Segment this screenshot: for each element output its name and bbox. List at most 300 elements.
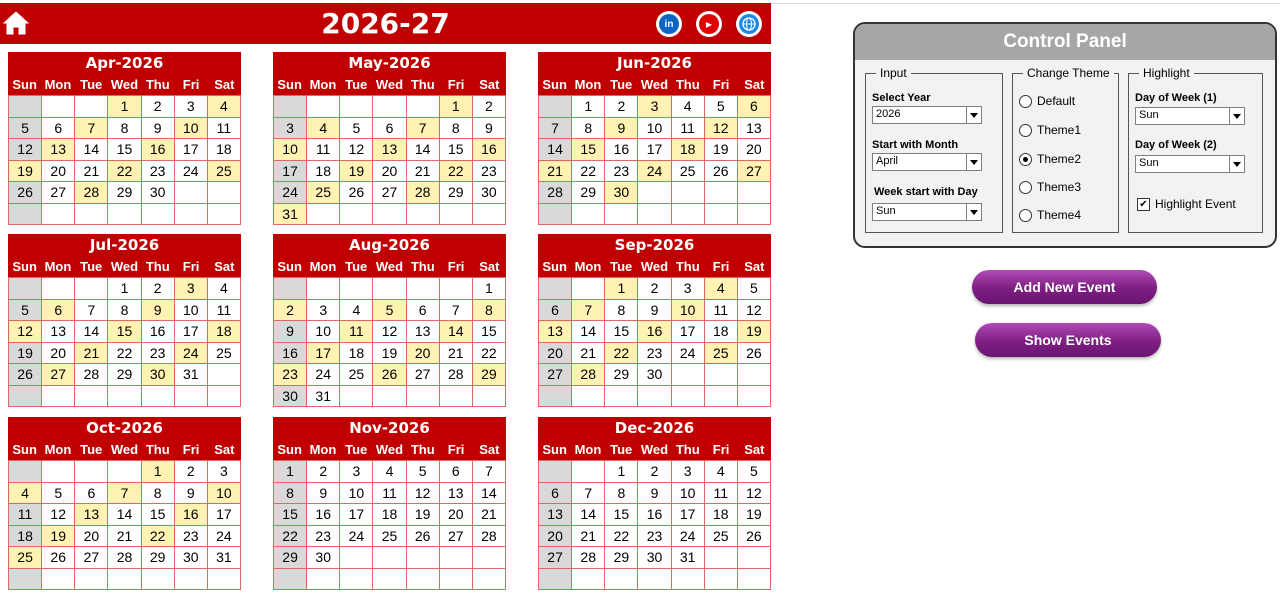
day-cell[interactable]: 31 (307, 386, 340, 408)
day-cell[interactable]: 2 (307, 461, 340, 483)
day-cell[interactable]: 17 (175, 139, 208, 161)
day-cell[interactable]: 17 (307, 343, 340, 365)
day-cell[interactable]: 28 (440, 364, 473, 386)
day-cell[interactable]: 13 (42, 139, 75, 161)
day-cell[interactable]: 28 (75, 182, 108, 204)
day-cell[interactable]: 19 (9, 161, 42, 183)
day-cell[interactable]: 11 (340, 321, 373, 343)
day-cell[interactable]: 22 (142, 526, 175, 548)
day-cell[interactable]: 15 (440, 139, 473, 161)
day-cell[interactable]: 15 (572, 139, 605, 161)
show-events-button[interactable]: Show Events (975, 323, 1161, 357)
day-cell[interactable]: 22 (440, 161, 473, 183)
day-cell[interactable]: 25 (9, 547, 42, 569)
day-cell[interactable]: 18 (373, 504, 406, 526)
radio-button[interactable] (1019, 209, 1032, 222)
day-cell[interactable]: 24 (672, 526, 705, 548)
day-cell[interactable]: 16 (142, 321, 175, 343)
day-cell[interactable]: 14 (407, 139, 440, 161)
day-cell[interactable]: 28 (75, 364, 108, 386)
day-cell[interactable]: 6 (440, 461, 473, 483)
day-cell[interactable]: 17 (672, 321, 705, 343)
day-cell[interactable]: 12 (407, 483, 440, 505)
day-cell[interactable]: 7 (572, 300, 605, 322)
dow2-dropdown[interactable] (1135, 155, 1245, 173)
day-cell[interactable]: 12 (738, 300, 771, 322)
day-cell[interactable]: 29 (605, 364, 638, 386)
day-cell[interactable]: 1 (108, 278, 141, 300)
day-cell[interactable]: 15 (108, 321, 141, 343)
day-cell[interactable]: 14 (572, 504, 605, 526)
day-cell[interactable]: 11 (208, 300, 241, 322)
day-cell[interactable]: 17 (175, 321, 208, 343)
day-cell[interactable]: 25 (373, 526, 406, 548)
chevron-down-icon[interactable] (1229, 156, 1244, 172)
day-cell[interactable]: 14 (539, 139, 572, 161)
day-cell[interactable]: 18 (340, 343, 373, 365)
day-cell[interactable]: 12 (42, 504, 75, 526)
day-cell[interactable]: 7 (572, 483, 605, 505)
day-cell[interactable]: 13 (539, 504, 572, 526)
add-new-event-button[interactable]: Add New Event (972, 270, 1157, 304)
day-cell[interactable]: 13 (42, 321, 75, 343)
day-cell[interactable]: 20 (407, 343, 440, 365)
day-cell[interactable]: 25 (705, 343, 738, 365)
day-cell[interactable]: 4 (208, 96, 241, 118)
day-cell[interactable]: 9 (142, 300, 175, 322)
day-cell[interactable]: 6 (42, 118, 75, 140)
day-cell[interactable]: 26 (373, 364, 406, 386)
day-cell[interactable]: 1 (473, 278, 506, 300)
day-cell[interactable]: 26 (340, 182, 373, 204)
day-cell[interactable]: 21 (75, 343, 108, 365)
day-cell[interactable]: 25 (672, 161, 705, 183)
day-cell[interactable]: 19 (738, 504, 771, 526)
day-cell[interactable]: 7 (108, 483, 141, 505)
day-cell[interactable]: 23 (473, 161, 506, 183)
day-cell[interactable]: 6 (42, 300, 75, 322)
day-cell[interactable]: 19 (373, 343, 406, 365)
day-cell[interactable]: 24 (638, 161, 671, 183)
day-cell[interactable]: 10 (274, 139, 307, 161)
day-cell[interactable]: 12 (738, 483, 771, 505)
day-cell[interactable]: 11 (705, 300, 738, 322)
day-cell[interactable]: 10 (208, 483, 241, 505)
radio-button[interactable] (1019, 181, 1032, 194)
day-cell[interactable]: 15 (108, 139, 141, 161)
day-cell[interactable]: 18 (307, 161, 340, 183)
day-cell[interactable]: 24 (340, 526, 373, 548)
chevron-down-icon[interactable] (966, 107, 981, 123)
day-cell[interactable]: 24 (175, 161, 208, 183)
day-cell[interactable]: 28 (407, 182, 440, 204)
day-cell[interactable]: 28 (539, 182, 572, 204)
day-cell[interactable]: 8 (108, 118, 141, 140)
day-cell[interactable]: 7 (407, 118, 440, 140)
chevron-down-icon[interactable] (1229, 108, 1244, 124)
day-cell[interactable]: 3 (638, 96, 671, 118)
day-cell[interactable]: 2 (638, 278, 671, 300)
day-cell[interactable]: 8 (142, 483, 175, 505)
day-cell[interactable]: 28 (108, 547, 141, 569)
day-cell[interactable]: 2 (638, 461, 671, 483)
empty-day-cell (539, 204, 572, 226)
day-cell[interactable]: 16 (274, 343, 307, 365)
day-cell[interactable]: 9 (638, 300, 671, 322)
day-cell[interactable]: 6 (539, 300, 572, 322)
day-cell[interactable]: 18 (208, 321, 241, 343)
day-cell[interactable]: 5 (738, 461, 771, 483)
day-cell[interactable]: 13 (75, 504, 108, 526)
day-cell[interactable]: 30 (142, 182, 175, 204)
day-cell[interactable]: 23 (638, 343, 671, 365)
day-cell[interactable]: 11 (672, 118, 705, 140)
day-cell[interactable]: 29 (142, 547, 175, 569)
day-cell[interactable]: 31 (208, 547, 241, 569)
day-cell[interactable]: 21 (473, 504, 506, 526)
radio-button[interactable] (1019, 153, 1032, 166)
day-cell[interactable]: 13 (539, 321, 572, 343)
day-cell[interactable]: 14 (75, 321, 108, 343)
day-cell[interactable]: 21 (539, 161, 572, 183)
day-cell[interactable]: 23 (175, 526, 208, 548)
day-cell[interactable]: 9 (175, 483, 208, 505)
day-cell[interactable]: 23 (307, 526, 340, 548)
day-cell[interactable]: 18 (208, 139, 241, 161)
day-cell[interactable]: 11 (373, 483, 406, 505)
day-cell[interactable]: 23 (638, 526, 671, 548)
day-cell[interactable]: 5 (9, 300, 42, 322)
day-cell[interactable]: 24 (208, 526, 241, 548)
day-cell[interactable]: 11 (307, 139, 340, 161)
day-cell[interactable]: 5 (738, 278, 771, 300)
day-cell[interactable]: 12 (9, 139, 42, 161)
day-cell[interactable]: 31 (175, 364, 208, 386)
day-cell[interactable]: 24 (307, 364, 340, 386)
day-cell[interactable]: 26 (407, 526, 440, 548)
day-cell[interactable]: 15 (605, 504, 638, 526)
day-cell[interactable]: 22 (108, 161, 141, 183)
day-cell[interactable]: 30 (473, 182, 506, 204)
day-cell[interactable]: 12 (705, 118, 738, 140)
day-cell[interactable]: 5 (340, 118, 373, 140)
day-cell[interactable]: 4 (9, 483, 42, 505)
day-cell[interactable]: 20 (42, 161, 75, 183)
day-cell[interactable]: 11 (9, 504, 42, 526)
day-cell[interactable]: 15 (274, 504, 307, 526)
day-cell[interactable]: 29 (440, 182, 473, 204)
day-cell[interactable]: 7 (473, 461, 506, 483)
day-cell[interactable]: 16 (307, 504, 340, 526)
day-cell[interactable]: 29 (473, 364, 506, 386)
day-cell[interactable]: 11 (208, 118, 241, 140)
day-cell[interactable]: 20 (75, 526, 108, 548)
website-icon[interactable] (736, 11, 762, 37)
day-cell[interactable]: 2 (473, 96, 506, 118)
day-cell[interactable]: 4 (208, 278, 241, 300)
day-cell[interactable]: 20 (738, 139, 771, 161)
day-cell[interactable]: 16 (605, 139, 638, 161)
day-cell[interactable]: 27 (42, 364, 75, 386)
day-cell[interactable]: 14 (473, 483, 506, 505)
day-cell[interactable]: 1 (274, 461, 307, 483)
day-cell[interactable]: 1 (572, 96, 605, 118)
day-cell[interactable]: 26 (9, 364, 42, 386)
day-cell[interactable]: 13 (440, 483, 473, 505)
empty-day-cell (142, 386, 175, 408)
day-cell[interactable]: 12 (373, 321, 406, 343)
day-cell[interactable]: 8 (605, 300, 638, 322)
day-cell[interactable]: 26 (738, 526, 771, 548)
day-cell[interactable]: 14 (75, 139, 108, 161)
start-month-dropdown[interactable] (872, 153, 982, 171)
day-cell[interactable]: 15 (605, 321, 638, 343)
day-cell[interactable]: 22 (274, 526, 307, 548)
day-cell[interactable]: 1 (440, 96, 473, 118)
day-cell[interactable]: 22 (572, 161, 605, 183)
day-cell[interactable]: 10 (307, 321, 340, 343)
weekday-label: Sat (744, 442, 765, 457)
chevron-down-icon[interactable] (966, 204, 981, 220)
day-cell[interactable]: 10 (340, 483, 373, 505)
day-cell[interactable]: 30 (274, 386, 307, 408)
day-cell[interactable]: 29 (108, 364, 141, 386)
day-cell[interactable]: 17 (208, 504, 241, 526)
day-cell[interactable]: 6 (373, 118, 406, 140)
day-cell[interactable]: 24 (274, 182, 307, 204)
day-cell[interactable]: 26 (705, 161, 738, 183)
day-cell[interactable]: 5 (42, 483, 75, 505)
day-cell[interactable]: 30 (175, 547, 208, 569)
day-cell[interactable]: 14 (440, 321, 473, 343)
day-cell[interactable]: 25 (705, 526, 738, 548)
day-cell[interactable]: 20 (539, 526, 572, 548)
day-cell[interactable]: 4 (705, 278, 738, 300)
day-cell[interactable]: 22 (605, 343, 638, 365)
day-cell[interactable]: 3 (175, 278, 208, 300)
day-cell[interactable]: 25 (208, 343, 241, 365)
day-cell[interactable]: 5 (705, 96, 738, 118)
day-cell[interactable]: 21 (572, 526, 605, 548)
radio-button[interactable] (1019, 95, 1032, 108)
day-cell[interactable]: 21 (75, 161, 108, 183)
day-cell[interactable]: 12 (9, 321, 42, 343)
day-cell[interactable]: 27 (407, 364, 440, 386)
day-cell[interactable]: 27 (75, 547, 108, 569)
linkedin-icon[interactable] (656, 11, 682, 37)
day-cell[interactable]: 10 (672, 300, 705, 322)
day-cell[interactable]: 18 (705, 504, 738, 526)
day-cell[interactable]: 3 (340, 461, 373, 483)
day-cell[interactable]: 13 (373, 139, 406, 161)
day-cell[interactable]: 19 (9, 343, 42, 365)
day-cell[interactable]: 23 (142, 161, 175, 183)
day-cell[interactable]: 22 (473, 343, 506, 365)
day-cell[interactable]: 9 (307, 483, 340, 505)
radio-button[interactable] (1019, 124, 1032, 137)
day-cell[interactable]: 3 (208, 461, 241, 483)
day-cell[interactable]: 27 (440, 526, 473, 548)
day-cell[interactable]: 30 (142, 364, 175, 386)
day-cell[interactable]: 16 (638, 504, 671, 526)
day-cell[interactable]: 3 (672, 278, 705, 300)
day-cell[interactable]: 4 (373, 461, 406, 483)
day-cell[interactable]: 7 (539, 118, 572, 140)
day-cell[interactable]: 20 (539, 343, 572, 365)
day-cell[interactable]: 6 (539, 483, 572, 505)
day-cell[interactable]: 3 (274, 118, 307, 140)
day-cell[interactable]: 23 (142, 343, 175, 365)
youtube-icon[interactable] (696, 11, 722, 37)
day-cell[interactable]: 27 (42, 182, 75, 204)
day-cell[interactable]: 28 (572, 364, 605, 386)
day-cell[interactable]: 8 (440, 118, 473, 140)
day-cell[interactable]: 9 (142, 118, 175, 140)
day-cell[interactable]: 12 (340, 139, 373, 161)
day-cell[interactable]: 11 (705, 483, 738, 505)
day-cell[interactable]: 28 (572, 547, 605, 569)
day-cell[interactable]: 2 (142, 96, 175, 118)
day-cell[interactable]: 21 (407, 161, 440, 183)
select-year-dropdown[interactable] (872, 106, 982, 124)
day-cell[interactable]: 4 (672, 96, 705, 118)
day-cell[interactable]: 24 (175, 343, 208, 365)
day-cell[interactable]: 16 (142, 139, 175, 161)
day-cell[interactable]: 20 (373, 161, 406, 183)
day-cell[interactable]: 7 (75, 118, 108, 140)
chevron-down-icon[interactable] (966, 154, 981, 170)
day-cell[interactable]: 10 (175, 300, 208, 322)
day-cell[interactable]: 20 (440, 504, 473, 526)
day-cell[interactable]: 29 (108, 182, 141, 204)
day-cell[interactable]: 29 (605, 547, 638, 569)
day-cell[interactable]: 6 (738, 96, 771, 118)
day-cell[interactable]: 8 (572, 118, 605, 140)
day-cell[interactable]: 30 (638, 547, 671, 569)
day-cell[interactable]: 30 (638, 364, 671, 386)
day-cell[interactable]: 8 (473, 300, 506, 322)
week-start-dropdown[interactable] (872, 203, 982, 221)
day-cell[interactable]: 21 (572, 343, 605, 365)
day-cell[interactable]: 14 (572, 321, 605, 343)
day-cell[interactable]: 14 (108, 504, 141, 526)
day-cell[interactable]: 2 (142, 278, 175, 300)
day-cell[interactable]: 6 (75, 483, 108, 505)
day-cell[interactable]: 19 (407, 504, 440, 526)
day-cell[interactable]: 18 (9, 526, 42, 548)
day-cell[interactable]: 22 (108, 343, 141, 365)
day-cell[interactable]: 5 (407, 461, 440, 483)
day-cell[interactable]: 27 (738, 161, 771, 183)
day-cell[interactable]: 17 (274, 161, 307, 183)
day-cell[interactable]: 21 (108, 526, 141, 548)
day-cell[interactable]: 9 (605, 118, 638, 140)
day-cell[interactable]: 8 (108, 300, 141, 322)
day-cell[interactable]: 20 (42, 343, 75, 365)
day-cell[interactable]: 23 (605, 161, 638, 183)
day-cell[interactable]: 3 (672, 461, 705, 483)
day-cell[interactable]: 6 (407, 300, 440, 322)
day-cell[interactable]: 1 (142, 461, 175, 483)
day-cell[interactable]: 21 (440, 343, 473, 365)
day-cell[interactable]: 25 (340, 364, 373, 386)
day-cell[interactable]: 15 (142, 504, 175, 526)
day-cell[interactable]: 9 (638, 483, 671, 505)
day-cell[interactable]: 17 (672, 504, 705, 526)
day-cell[interactable]: 1 (605, 278, 638, 300)
day-cell[interactable]: 16 (175, 504, 208, 526)
day-cell[interactable]: 13 (407, 321, 440, 343)
day-cell[interactable]: 1 (108, 96, 141, 118)
day-cell[interactable]: 19 (42, 526, 75, 548)
day-cell[interactable]: 8 (605, 483, 638, 505)
day-cell[interactable]: 23 (274, 364, 307, 386)
day-cell[interactable]: 4 (340, 300, 373, 322)
day-cell[interactable]: 25 (307, 182, 340, 204)
day-cell[interactable]: 26 (9, 182, 42, 204)
day-cell[interactable]: 19 (340, 161, 373, 183)
day-cell[interactable]: 24 (672, 343, 705, 365)
day-cell[interactable]: 28 (473, 526, 506, 548)
day-cell[interactable]: 9 (473, 118, 506, 140)
day-cell[interactable]: 5 (9, 118, 42, 140)
empty-day-cell (42, 204, 75, 226)
day-cell[interactable]: 10 (672, 483, 705, 505)
day-cell[interactable]: 19 (705, 139, 738, 161)
day-cell[interactable]: 7 (440, 300, 473, 322)
day-cell[interactable]: 1 (605, 461, 638, 483)
day-cell[interactable]: 5 (373, 300, 406, 322)
day-cell[interactable]: 17 (340, 504, 373, 526)
day-cell[interactable]: 16 (638, 321, 671, 343)
day-cell[interactable]: 19 (738, 321, 771, 343)
day-cell[interactable]: 3 (307, 300, 340, 322)
day-cell[interactable]: 18 (672, 139, 705, 161)
day-cell[interactable]: 10 (638, 118, 671, 140)
day-cell[interactable]: 30 (605, 182, 638, 204)
day-cell[interactable]: 2 (274, 300, 307, 322)
day-cell[interactable]: 3 (175, 96, 208, 118)
day-cell[interactable]: 2 (605, 96, 638, 118)
day-cell[interactable]: 18 (705, 321, 738, 343)
day-cell[interactable]: 27 (539, 364, 572, 386)
day-cell[interactable]: 26 (42, 547, 75, 569)
day-cell[interactable]: 2 (175, 461, 208, 483)
day-cell[interactable]: 10 (175, 118, 208, 140)
day-cell[interactable]: 27 (539, 547, 572, 569)
day-cell[interactable]: 31 (672, 547, 705, 569)
day-cell[interactable]: 31 (274, 204, 307, 226)
day-cell[interactable]: 29 (572, 182, 605, 204)
day-cell[interactable]: 8 (274, 483, 307, 505)
day-cell[interactable]: 4 (705, 461, 738, 483)
dow1-dropdown[interactable] (1135, 107, 1245, 125)
day-cell[interactable]: 27 (373, 182, 406, 204)
day-cell[interactable]: 13 (738, 118, 771, 140)
day-cell[interactable]: 15 (473, 321, 506, 343)
day-cell[interactable]: 7 (75, 300, 108, 322)
checkmark-icon[interactable]: ✔ (1137, 198, 1150, 211)
day-cell[interactable]: 22 (605, 526, 638, 548)
day-cell[interactable]: 26 (738, 343, 771, 365)
day-cell[interactable]: 9 (274, 321, 307, 343)
day-cell[interactable]: 4 (307, 118, 340, 140)
day-cell[interactable]: 25 (208, 161, 241, 183)
day-cell[interactable]: 30 (307, 547, 340, 569)
day-cell[interactable]: 17 (638, 139, 671, 161)
day-cell[interactable]: 16 (473, 139, 506, 161)
day-cell[interactable]: 29 (274, 547, 307, 569)
